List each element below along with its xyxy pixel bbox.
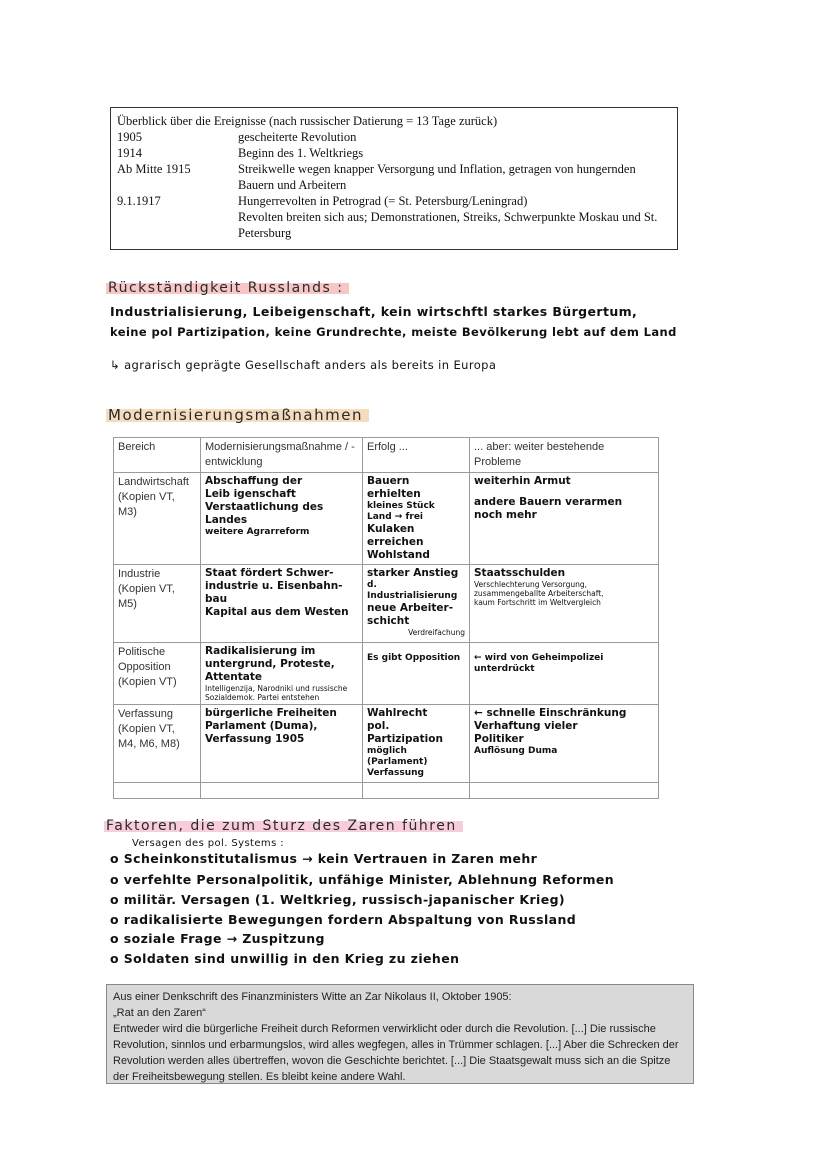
overview-year: 1914	[117, 146, 142, 160]
quote-title: „Rat an den Zaren“	[113, 1007, 206, 1019]
cell-empty	[201, 783, 363, 799]
overview-event: Revolten breiten sich aus; Demonstrationen, Streiks, Schwerpunkte Moskau und St. Petersburg	[238, 210, 658, 240]
cell-line: bürgerliche Freiheiten	[205, 707, 337, 719]
overview-year: 9.1.1917	[117, 194, 161, 208]
cell-line: Kapital aus dem Westen	[205, 606, 349, 618]
cell-line: Verdreifachung	[408, 628, 465, 637]
cell-empty	[363, 783, 470, 799]
cell-bereich: Verfassung (Kopien VT, M4, M6, M8)	[114, 705, 201, 783]
cell-probleme	[470, 643, 659, 705]
table-header-row	[114, 438, 659, 473]
cell-line: Wahlrecht	[367, 707, 428, 719]
faktor-item: o radikalisierte Bewegungen fordern Abspaltung von Russland	[110, 912, 577, 927]
overview-event: Streikwelle wegen knapper Versorgung und Inflation, getragen von hungernden Bauern und Arbeitern	[238, 162, 636, 192]
overview-row	[117, 209, 671, 241]
cell-bereich: Landwirtschaft (Kopien VT, M3)	[114, 473, 201, 565]
overview-year: 1905	[117, 130, 142, 144]
faktor-item: o Scheinkonstitutalismus → kein Vertrauen in Zaren mehr	[110, 851, 538, 866]
cell-line: weiterhin Armut	[474, 475, 571, 487]
cell-line: starker Anstieg	[367, 567, 459, 579]
overview-year: Ab Mitte 1915	[117, 162, 191, 176]
modernisierung-table	[113, 437, 659, 799]
cell-line: Verfassung 1905	[205, 733, 305, 745]
cell-line: Attentate	[205, 671, 263, 683]
faktor-item: o verfehlte Personalpolitik, unfähige Minister, Ablehnung Reformen	[110, 872, 615, 887]
overview-box	[110, 107, 678, 250]
cell-massnahme	[201, 643, 363, 705]
rueckstaendigkeit-line-1: Industrialisierung, Leibeigenschaft, kein wirtschftl starkes Bürgertum,	[110, 304, 638, 319]
cell-line: Verfassung	[367, 768, 424, 778]
cell-massnahme	[201, 565, 363, 643]
cell-line: Wohlstand	[367, 549, 430, 561]
cell-line: Intelligenzija, Narodniki und russische Sozialdemok. Partei entstehen	[205, 684, 348, 702]
cell-erfolg	[363, 643, 470, 705]
header-probleme: ... aber: weiter bestehende Probleme	[470, 438, 659, 473]
cell-erfolg	[363, 473, 470, 565]
heading-faktoren: Faktoren, die zum Sturz des Zaren führen	[104, 818, 463, 834]
header-massnahme: Modernisierungsmaßnahme / -entwicklung	[201, 438, 363, 473]
overview-event: gescheiterte Revolution	[238, 130, 357, 144]
cell-line: Verschlechterung Versorgung,	[474, 580, 588, 589]
cell-line: neue Arbeiter-	[367, 602, 454, 614]
cell-line: pol. Partizipation	[367, 720, 443, 745]
header-bereich: Bereich	[114, 438, 201, 473]
overview-event: Beginn des 1. Weltkriegs	[238, 146, 364, 160]
cell-erfolg	[363, 565, 470, 643]
faktor-item: o militär. Versagen (1. Weltkrieg, russisch-japanischer Krieg)	[110, 892, 566, 907]
rueckstaendigkeit-line-2: keine pol Partizipation, keine Grundrechte, meiste Bevölkerung lebt auf dem Land	[110, 325, 677, 339]
cell-line: ← schnelle Einschränkung	[474, 707, 627, 719]
cell-erfolg	[363, 705, 470, 783]
cell-line: ← wird von Geheimpolizei	[474, 653, 604, 663]
heading-rueckstaendigkeit: Rückständigkeit Russlands :	[106, 280, 349, 296]
cell-line: andere Bauern verarmen	[474, 496, 623, 508]
cell-line: Auflösung Duma	[474, 746, 558, 756]
faktoren-subheading: Versagen des pol. Systems :	[132, 838, 285, 849]
cell-line: Verstaatlichung des	[205, 501, 324, 513]
overview-title: Überblick über die Ereignisse (nach russischer Datierung = 13 Tage zurück)	[117, 114, 498, 128]
cell-line: industrie u. Eisenbahn-	[205, 580, 343, 592]
table-row	[114, 643, 659, 705]
cell-probleme	[470, 473, 659, 565]
cell-bereich: Politische Opposition (Kopien VT)	[114, 643, 201, 705]
cell-massnahme	[201, 705, 363, 783]
overview-year	[117, 209, 238, 241]
cell-line: möglich (Parlament)	[367, 746, 428, 767]
cell-line: Staat fördert Schwer-	[205, 567, 334, 579]
heading-modernisierung: Modernisierungsmaßnahmen	[106, 406, 369, 424]
table-row	[114, 473, 659, 565]
quote-text: Entweder wird die bürgerliche Freiheit durch Reformen verwirklicht oder durch die Revolution. [...] Die russische Revolution, sinnlos und erbarmungslos, wird alles wegfegen, alles in Trümmer schlagen. [...] Aber die Schrecken der Revolution werden alles übertreffen, wovon die Geschichte berichtet. [...] Die Staatsgewalt muss sich an die Spitze der Freiheitsbewegung stellen. Es bleibt keine andere Wahl.	[113, 1023, 679, 1083]
cell-line: Politiker	[474, 733, 524, 745]
cell-line: weitere Agrarreform	[205, 527, 310, 537]
cell-line: kleines Stück	[367, 501, 435, 511]
cell-line: Land → frei	[367, 512, 424, 522]
overview-row	[117, 145, 671, 161]
cell-probleme	[470, 705, 659, 783]
cell-line: bau	[205, 593, 228, 605]
faktor-item: o soziale Frage → Zuspitzung	[110, 931, 325, 946]
cell-line: Radikalisierung im	[205, 645, 316, 657]
cell-line: Bauern erhielten	[367, 475, 421, 500]
header-erfolg: Erfolg ...	[363, 438, 470, 473]
cell-line: noch mehr	[474, 509, 537, 521]
rueckstaendigkeit-line-3: ↳ agrarisch geprägte Gesellschaft anders als bereits in Europa	[110, 358, 497, 372]
cell-bereich: Industrie (Kopien VT, M5)	[114, 565, 201, 643]
table-row	[114, 565, 659, 643]
cell-empty	[470, 783, 659, 799]
cell-line: kaum Fortschritt im Weltvergleich	[474, 598, 601, 607]
quote-box	[106, 984, 694, 1084]
overview-row	[117, 193, 671, 209]
cell-line: Landes	[205, 514, 248, 526]
cell-line: Abschaffung der	[205, 475, 303, 487]
cell-line: zusammengeballte Arbeiterschaft,	[474, 589, 604, 598]
cell-line: d. Industrialisierung	[367, 580, 458, 601]
overview-event: Hungerrevolten in Petrograd (= St. Petersburg/Leningrad)	[238, 194, 528, 208]
table-row	[114, 705, 659, 783]
cell-line: unterdrückt	[474, 664, 535, 674]
overview-row	[117, 129, 671, 145]
table-row-empty	[114, 783, 659, 799]
cell-line: Parlament (Duma),	[205, 720, 318, 732]
cell-line: Kulaken erreichen	[367, 523, 424, 548]
cell-line: Leib igenschaft	[205, 488, 296, 500]
cell-line: schicht	[367, 615, 410, 627]
cell-line: Es gibt Opposition	[367, 653, 461, 663]
cell-empty	[114, 783, 201, 799]
cell-line: untergrund, Proteste,	[205, 658, 335, 670]
cell-massnahme	[201, 473, 363, 565]
faktor-item: o Soldaten sind unwillig in den Krieg zu ziehen	[110, 951, 460, 966]
cell-line: Verhaftung vieler	[474, 720, 578, 732]
cell-probleme	[470, 565, 659, 643]
quote-source: Aus einer Denkschrift des Finanzministers Witte an Zar Nikolaus II, Oktober 1905:	[113, 991, 512, 1003]
overview-row	[117, 161, 671, 193]
cell-line: Staatsschulden	[474, 567, 566, 579]
